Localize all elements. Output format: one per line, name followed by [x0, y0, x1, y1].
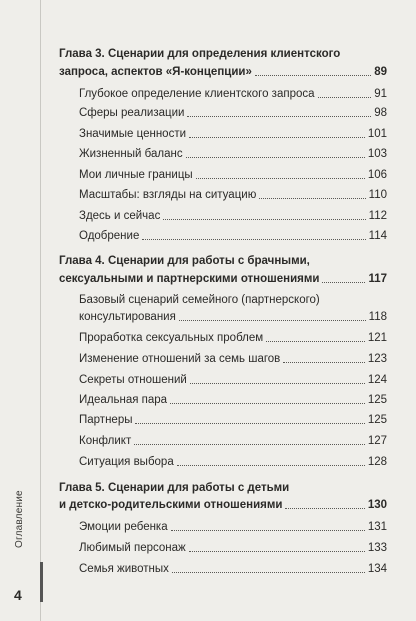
chapter-3-title-line1: Глава 3. Сценарии для определения клиентского	[59, 48, 341, 60]
toc-item[interactable]: консультирования 118	[79, 311, 387, 323]
chapter-4-title-line2: сексуальными и партнерскими отношениями	[59, 273, 320, 285]
toc-item[interactable]: Изменение отношений за семь шагов 123	[79, 353, 387, 365]
toc-item[interactable]: Любимый персонаж 133	[79, 542, 387, 554]
toc-item[interactable]: Идеальная пара 125	[79, 394, 387, 406]
chapter-4-title-line1: Глава 4. Сценарии для работы с брачными,	[59, 255, 310, 267]
chapter-5-title-line2: и детско-родительскими отношениями	[59, 499, 283, 511]
margin-rule-marker	[40, 562, 43, 602]
leader-dots	[255, 75, 371, 76]
chapter-5-entry[interactable]	[59, 498, 387, 512]
page-number: 4	[14, 587, 22, 603]
toc-item[interactable]: Сферы реализации 98	[79, 107, 387, 119]
margin-rule	[40, 0, 41, 621]
toc-item[interactable]: Здесь и сейчас 112	[79, 210, 387, 222]
toc-item[interactable]: Масштабы: взгляды на ситуацию 110	[79, 189, 387, 201]
toc-item[interactable]: Ситуация выбора 128	[79, 456, 387, 468]
toc-item[interactable]: Партнеры 125	[79, 414, 387, 426]
chapter-5-title-line1: Глава 5. Сценарии для работы с детьми	[59, 482, 290, 494]
leader-dots	[285, 508, 364, 509]
toc-item[interactable]: Глубокое определение клиентского запроса 91	[79, 88, 387, 100]
toc-item-line1: Базовый сценарий семейного (партнерского)	[79, 294, 320, 306]
running-section-label: Оглавление	[14, 490, 25, 548]
toc-item[interactable]: Проработка сексуальных проблем 121	[79, 332, 387, 344]
toc-item[interactable]: Значимые ценности 101	[79, 128, 387, 140]
toc-item[interactable]: Конфликт 127	[79, 435, 387, 447]
toc-item[interactable]: Эмоции ребенка 131	[79, 521, 387, 533]
chapter-5-page: 130	[367, 499, 387, 511]
chapter-4-entry[interactable]	[59, 272, 387, 286]
leader-dots	[322, 282, 365, 283]
toc-item[interactable]: Семья животных 134	[79, 563, 387, 575]
chapter-3-page: 89	[374, 66, 387, 78]
toc-item[interactable]: Мои личные границы 106	[79, 169, 387, 181]
toc-item[interactable]: Одобрение 114	[79, 230, 387, 242]
chapter-3-title-line2: запроса, аспектов «Я-концепции»	[59, 66, 252, 78]
chapter-3-entry[interactable]	[59, 65, 387, 79]
chapter-4-page: 117	[368, 273, 387, 285]
toc-item[interactable]: Жизненный баланс 103	[79, 148, 387, 160]
toc-item[interactable]: Секреты отношений 124	[79, 374, 387, 386]
